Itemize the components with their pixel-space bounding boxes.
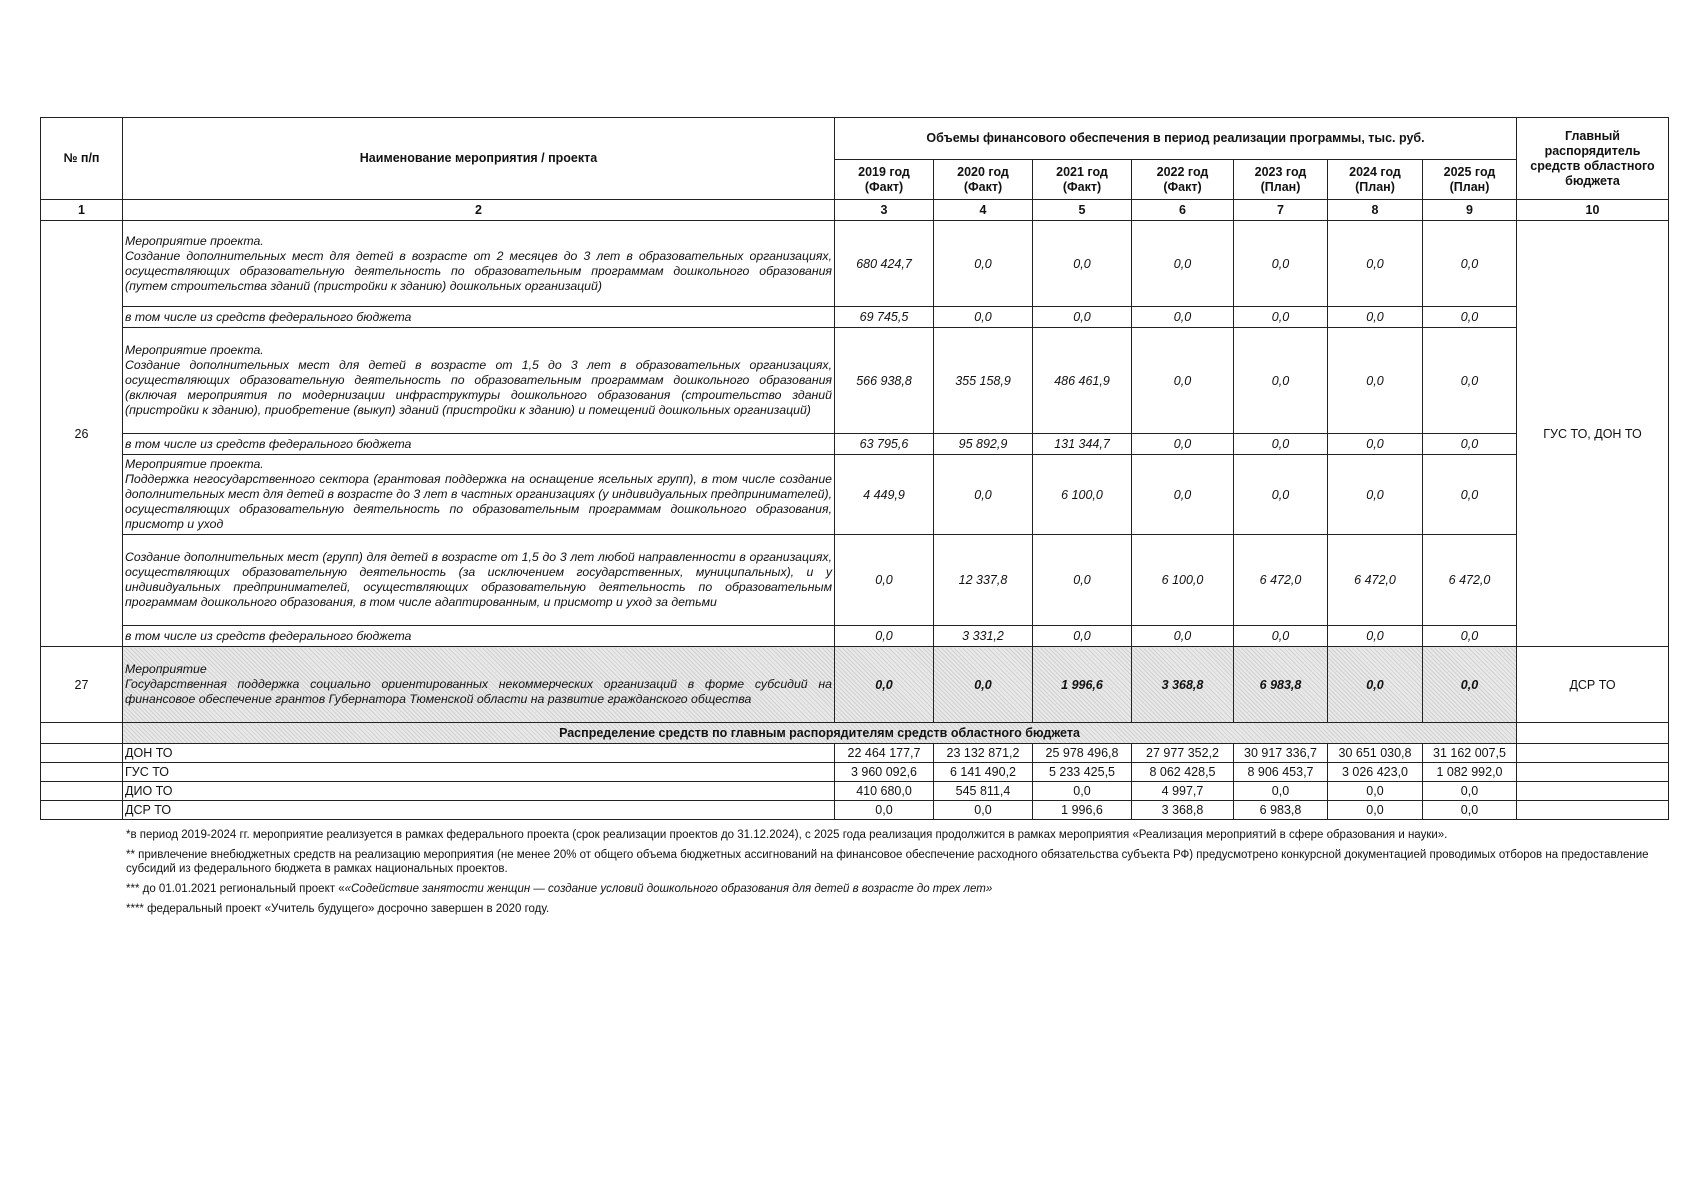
distribution-manager-name: ДСР ТО (123, 801, 835, 820)
value-cell: 6 100,0 (1033, 455, 1132, 535)
year-kind: (План) (1355, 179, 1395, 194)
column-index: 6 (1132, 200, 1234, 221)
value-cell: 6 983,8 (1234, 647, 1328, 723)
value-cell: 23 132 871,2 (934, 744, 1033, 763)
value-cell: 0,0 (934, 221, 1033, 307)
column-index: 9 (1423, 200, 1517, 221)
footnote-1: *в период 2019-2024 гг. мероприятие реализуется в рамках федерального проекта (срок реализации проектов до 31.12.2024), с 2025 года реализация продолжится в рамках мероприятия «Реализация мероприятий в сфере образования и науки». (126, 829, 1448, 841)
row27 (41, 647, 1669, 723)
row26-manager: ГУС ТО, ДОН ТО (1517, 221, 1669, 647)
row26-item-1-text: Мероприятие проекта. Создание дополнительных мест для детей в возрасте от 2 месяцев до 3 лет в образовательных организациях, осуществляющих образовательную деятельность по образовательным программам дошкольного образования (путем строительства зданий (пристройки к зданию) дошкольных организаций) (123, 221, 835, 307)
year-kind: (План) (1449, 179, 1490, 194)
value-cell: 0,0 (835, 626, 934, 647)
value-cell: 0,0 (835, 647, 934, 723)
empty-cell (41, 801, 123, 820)
value-cell: 0,0 (1132, 434, 1234, 455)
empty-cell (41, 744, 123, 763)
row26-item-5-text: Мероприятие проекта. Поддержка негосударственного сектора (грантовая поддержка на оснащение ясельных групп), в том числе создание дополнительных мест для детей в возрасте до 3 лет в частных организациях (у индивидуальных предпринимателей), осуществляющих образовательную деятельность по образовательным программам дошкольного образования, присмотр и уход (123, 455, 835, 535)
value-cell: 5 233 425,5 (1033, 763, 1132, 782)
value-cell: 30 917 336,7 (1234, 744, 1328, 763)
row26-item-4-text: в том числе из средств федерального бюджета (123, 434, 835, 455)
col-header-name: Наименование мероприятия / проекта (123, 118, 835, 200)
value-cell: 3 960 092,6 (835, 763, 934, 782)
year-label: 2021 год (1056, 164, 1108, 179)
year-label: 2020 год (957, 164, 1009, 179)
value-cell: 0,0 (1328, 328, 1423, 434)
value-cell: 0,0 (934, 801, 1033, 820)
value-cell: 6 100,0 (1132, 535, 1234, 626)
value-cell: 0,0 (1328, 434, 1423, 455)
footnote-3-prefix: *** до 01.01.2021 региональный проект « (126, 883, 345, 895)
year-header (835, 160, 934, 200)
column-index: 1 (41, 200, 123, 221)
value-cell: 0,0 (1234, 455, 1328, 535)
value-cell: 95 892,9 (934, 434, 1033, 455)
value-cell: 0,0 (934, 455, 1033, 535)
value-cell: 4 449,9 (835, 455, 934, 535)
value-cell: 12 337,8 (934, 535, 1033, 626)
value-cell: 6 141 490,2 (934, 763, 1033, 782)
column-index: 4 (934, 200, 1033, 221)
value-cell: 0,0 (1423, 626, 1517, 647)
value-cell: 0,0 (1328, 455, 1423, 535)
value-cell: 0,0 (1033, 535, 1132, 626)
column-index: 3 (835, 200, 934, 221)
year-kind: (Факт) (1062, 179, 1102, 194)
col-header-number: № п/п (41, 118, 123, 200)
value-cell: 0,0 (1234, 221, 1328, 307)
value-cell: 6 472,0 (1234, 535, 1328, 626)
distribution-body (41, 744, 1669, 820)
value-cell: 0,0 (934, 307, 1033, 328)
distribution-manager-name: ДОН ТО (123, 744, 835, 763)
empty-cell (41, 723, 123, 744)
value-cell: 0,0 (1423, 782, 1517, 801)
row26-item-6 (41, 535, 1669, 626)
value-cell: 0,0 (1423, 801, 1517, 820)
value-cell: 0,0 (1234, 782, 1328, 801)
year-kind: (Факт) (864, 179, 904, 194)
value-cell: 0,0 (1132, 221, 1234, 307)
footnotes (126, 828, 1666, 922)
year-header (1132, 160, 1234, 200)
row26-item-3 (41, 328, 1669, 434)
empty-cell (1517, 723, 1669, 744)
year-kind: (План) (1260, 179, 1301, 194)
empty-cell (1517, 763, 1669, 782)
distribution-row (41, 782, 1669, 801)
empty-cell (41, 763, 123, 782)
column-index: 10 (1517, 200, 1669, 221)
value-cell: 0,0 (1423, 434, 1517, 455)
row27-text: Мероприятие Государственная поддержка социально ориентированных некоммерческих организаций в форме субсидий на финансовое обеспечение грантов Губернатора Тюменской области на развитие гражданского общества (123, 647, 835, 723)
value-cell: 0,0 (1234, 434, 1328, 455)
value-cell: 3 368,8 (1132, 647, 1234, 723)
row26-item-3-text: Мероприятие проекта. Создание дополнительных мест для детей в возрасте от 1,5 до 3 лет в образовательных организациях, осуществляющих образовательную деятельность по образовательным программам дошкольного образования (включая мероприятия по модернизации инфраструктуры дошкольного образования (строительство зданий (пристройки к зданию), приобретение (выкуп) зданий (пристройки к зданию) и помещений дошкольных организаций) (123, 328, 835, 434)
value-cell: 22 464 177,7 (835, 744, 934, 763)
footnote-4: **** федеральный проект «Учитель будущего» досрочно завершен в 2020 году. (126, 903, 550, 915)
value-cell: 0,0 (1328, 647, 1423, 723)
col-header-manager: Главный распорядитель средств областного бюджета (1517, 118, 1669, 200)
row26-item-2-text: в том числе из средств федерального бюджета (123, 307, 835, 328)
value-cell: 0,0 (1132, 328, 1234, 434)
value-cell: 0,0 (1132, 307, 1234, 328)
year-header (1423, 160, 1517, 200)
value-cell: 3 331,2 (934, 626, 1033, 647)
empty-cell (1517, 782, 1669, 801)
value-cell: 0,0 (1234, 328, 1328, 434)
row26-item-2 (41, 307, 1669, 328)
value-cell: 0,0 (1328, 221, 1423, 307)
row26-number: 26 (41, 221, 123, 647)
row27-number: 27 (41, 647, 123, 723)
value-cell: 0,0 (1423, 328, 1517, 434)
col-header-volume: Объемы финансового обеспечения в период реализации программы, тыс. руб. (835, 118, 1517, 160)
year-label: 2024 год (1349, 164, 1401, 179)
value-cell: 355 158,9 (934, 328, 1033, 434)
value-cell: 0,0 (835, 535, 934, 626)
value-cell: 1 082 992,0 (1423, 763, 1517, 782)
empty-cell (1517, 744, 1669, 763)
footnote-2: ** привлечение внебюджетных средств на реализацию мероприятия (не менее 20% от общего объема бюджетных ассигнований на финансовое обеспечение расходного обязательства субъекта РФ) предусмотрено конкурсной документацией проводимых отборов на предоставление субсидий из федерального бюджета в рамках национальных проектов. (126, 849, 1649, 875)
year-kind: (Факт) (1163, 179, 1202, 194)
empty-cell (41, 782, 123, 801)
value-cell: 3 026 423,0 (1328, 763, 1423, 782)
distribution-row (41, 744, 1669, 763)
footnote-3 (126, 882, 1666, 896)
value-cell: 0,0 (1033, 626, 1132, 647)
value-cell: 0,0 (1328, 626, 1423, 647)
year-kind: (Факт) (963, 179, 1003, 194)
value-cell: 1 996,6 (1033, 801, 1132, 820)
value-cell: 680 424,7 (835, 221, 934, 307)
value-cell: 486 461,9 (1033, 328, 1132, 434)
distribution-title-row (41, 723, 1669, 744)
value-cell: 0,0 (1423, 307, 1517, 328)
value-cell: 69 745,5 (835, 307, 934, 328)
value-cell: 0,0 (1423, 455, 1517, 535)
value-cell: 0,0 (1033, 221, 1132, 307)
value-cell: 6 472,0 (1328, 535, 1423, 626)
year-header (1328, 160, 1423, 200)
distribution-manager-name: ДИО ТО (123, 782, 835, 801)
empty-cell (1517, 801, 1669, 820)
budget-document (40, 117, 1668, 820)
value-cell: 0,0 (934, 647, 1033, 723)
budget-table (40, 117, 1669, 820)
row26-item-7-text: в том числе из средств федерального бюджета (123, 626, 835, 647)
row26-item-1 (41, 221, 1669, 307)
row26-item-5 (41, 455, 1669, 535)
value-cell: 0,0 (1234, 626, 1328, 647)
value-cell: 8 906 453,7 (1234, 763, 1328, 782)
value-cell: 63 795,6 (835, 434, 934, 455)
year-label: 2025 год (1443, 164, 1496, 179)
value-cell: 0,0 (1328, 307, 1423, 328)
value-cell: 0,0 (1423, 221, 1517, 307)
index-row (41, 200, 1669, 221)
value-cell: 0,0 (1423, 647, 1517, 723)
value-cell: 31 162 007,5 (1423, 744, 1517, 763)
year-label: 2019 год (858, 164, 910, 179)
value-cell: 4 997,7 (1132, 782, 1234, 801)
value-cell: 8 062 428,5 (1132, 763, 1234, 782)
row27-manager: ДСР ТО (1517, 647, 1669, 723)
value-cell: 0,0 (1132, 626, 1234, 647)
year-header (1234, 160, 1328, 200)
value-cell: 0,0 (1033, 782, 1132, 801)
value-cell: 0,0 (835, 801, 934, 820)
column-index: 7 (1234, 200, 1328, 221)
distribution-manager-name: ГУС ТО (123, 763, 835, 782)
value-cell: 6 472,0 (1423, 535, 1517, 626)
value-cell: 0,0 (1132, 455, 1234, 535)
value-cell: 3 368,8 (1132, 801, 1234, 820)
row26-item-4 (41, 434, 1669, 455)
value-cell: 0,0 (1328, 801, 1423, 820)
distribution-title: Распределение средств по главным распорядителям средств областного бюджета (123, 723, 1517, 744)
value-cell: 566 938,8 (835, 328, 934, 434)
row26-item-6-text: Создание дополнительных мест (групп) для детей в возрасте от 1,5 до 3 лет любой направленности в организациях, осуществляющих образовательную деятельность (за исключением государственных, муниципальных), и у индивидуальных предпринимателей, осуществляющих образовательную деятельность по образовательным программам дошкольного образования, в том числе адаптированным, и присмотр и уход за детьми (123, 535, 835, 626)
distribution-row (41, 763, 1669, 782)
year-label: 2022 год (1156, 164, 1209, 179)
value-cell: 410 680,0 (835, 782, 934, 801)
value-cell: 0,0 (1033, 307, 1132, 328)
column-index: 8 (1328, 200, 1423, 221)
value-cell: 27 977 352,2 (1132, 744, 1234, 763)
distribution-row (41, 801, 1669, 820)
column-index: 5 (1033, 200, 1132, 221)
row26-item-7 (41, 626, 1669, 647)
column-index: 2 (123, 200, 835, 221)
year-header (934, 160, 1033, 200)
value-cell: 1 996,6 (1033, 647, 1132, 723)
value-cell: 131 344,7 (1033, 434, 1132, 455)
value-cell: 30 651 030,8 (1328, 744, 1423, 763)
year-label: 2023 год (1254, 164, 1307, 179)
value-cell: 0,0 (1234, 307, 1328, 328)
value-cell: 545 811,4 (934, 782, 1033, 801)
value-cell: 0,0 (1328, 782, 1423, 801)
value-cell: 6 983,8 (1234, 801, 1328, 820)
footnote-3-project: «Содействие занятости женщин — создание условий дошкольного образования для детей в возрасте до трех лет» (344, 883, 993, 895)
year-header (1033, 160, 1132, 200)
value-cell: 25 978 496,8 (1033, 744, 1132, 763)
